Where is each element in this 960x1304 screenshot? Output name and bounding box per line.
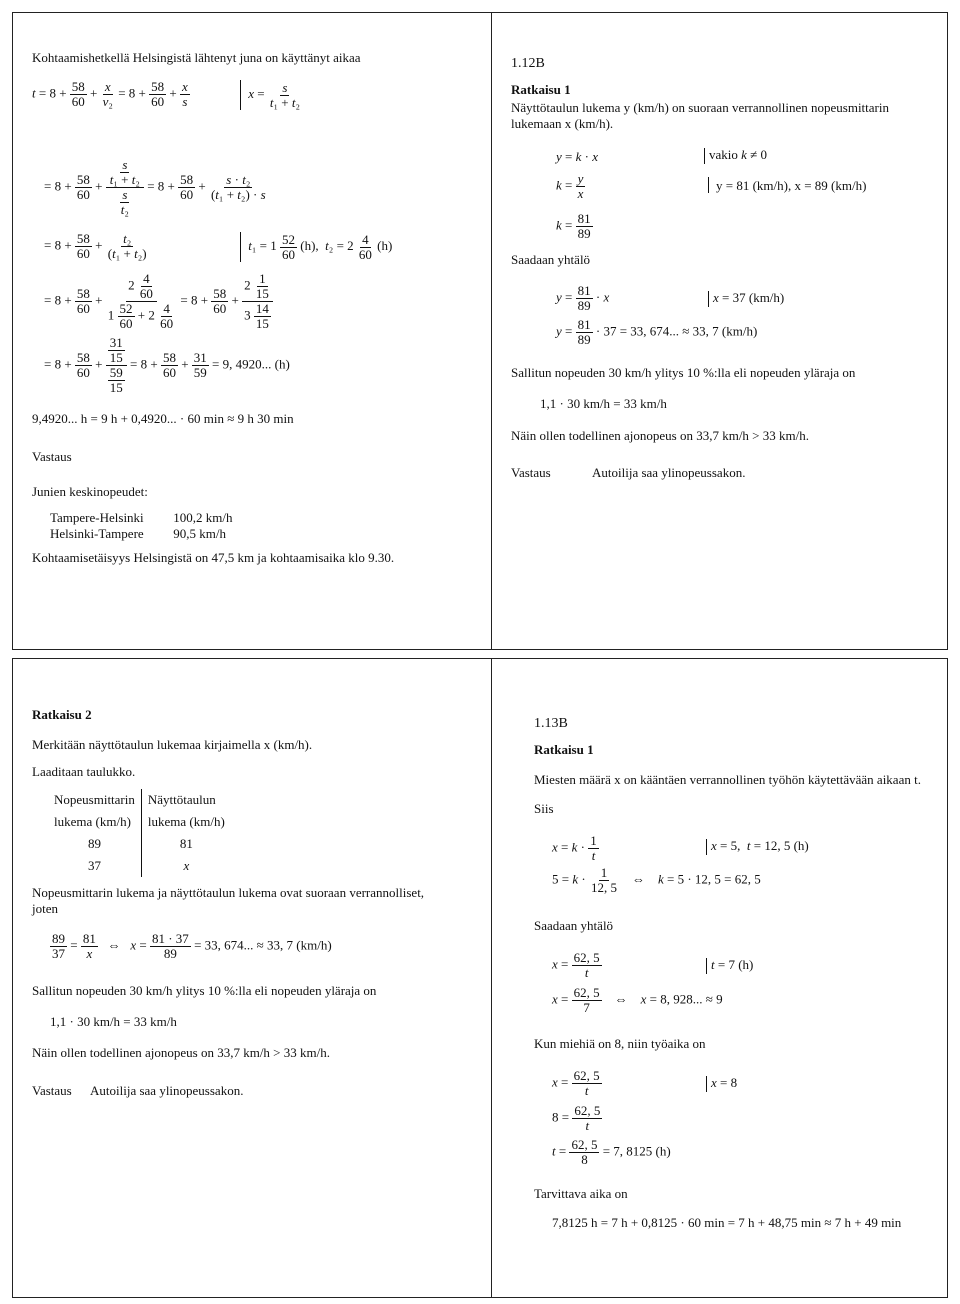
equation-y-side: vakio k ≠ 0 [700, 147, 767, 164]
laaditaan-text: Laaditaan taulukko. [32, 764, 136, 779]
route-speed: 90,5 km/h [173, 526, 226, 541]
equation-x-side: x = $\frac{s}{\text{t₁ + t₂}}$ [236, 80, 302, 110]
junien-text: Junien keskinopeudet: [32, 484, 148, 499]
equation-x-value: x = $\frac{62, 5}{7}$ ⇔ x = 8, 928... ≈ 9 [552, 985, 723, 1015]
result-time: 9,4920... h = 9 h + 0,4920... · 60 min ≈ 9 h 30 min [32, 411, 294, 426]
section-heading: 1.13B [534, 716, 568, 731]
route-row-1 [50, 526, 226, 541]
equation-inverse-side: x = 5, t = 12, 5 (h) [702, 838, 809, 855]
table-header-row [48, 789, 231, 811]
equation-step-c: = 8 + $\frac{58}{60}$ + 2 $\frac{4}{60}$ 1 $\frac{52}{60}$ + 2 $\frac{4}{60}$ = 8 + $\frac{58}{60}$ + 2 $\frac{1}{15}$ 3 $\frac{14}{15}$ [44, 272, 273, 331]
equation-t-value: t = $\frac{62, 5}{8}$ = 7, 8125 (h) [552, 1137, 671, 1167]
speed-table [48, 789, 231, 877]
equation-y-linear-side: x = 37 (km/h) [704, 290, 784, 307]
equation-step-a: = 8 + $\frac{58}{60}$ + $\frac{\frac{s}{\text{t₁ + t₂}}}{\frac{s}{\text{t₂}}}$ = 8 + $\frac{58}{60}$ + $\frac{\text{s · t₂}}{\text{(t₁ + t₂) · s}}$ [44, 157, 266, 217]
ratkaisu-heading: Ratkaisu 1 [534, 742, 594, 757]
vastaus-label: Vastaus [32, 449, 72, 464]
divider-bottom [491, 658, 492, 1298]
answer-text: Autoilija saa ylinopeussakon. [592, 465, 746, 480]
equation-step-d: = 8 + $\frac{58}{60}$ + $\frac{\frac{31}{15}}{\frac{59}{15}}$ = 8 + $\frac{58}{60}$ + $\frac{31}{59}$ = 9, 4920... (h) [44, 335, 290, 395]
answer-text: Autoilija saa ylinopeussakon. [90, 1083, 244, 1098]
equation-step-b-side: t₁ = 1 $\frac{52}{60}$ (h), t₂ = 2 $\frac{4}{60}$ (h) [236, 232, 392, 262]
section-heading: 1.12B [511, 56, 545, 71]
route-speed: 100,2 km/h [173, 510, 233, 525]
equation-y-result: y = $\frac{81}{89}$ · 37 = 33, 674... ≈ 33, 7 (km/h) [556, 317, 758, 347]
sallitun-text: Sallitun nopeuden 30 km/h ylitys 10 %:lla eli nopeuden yläraja on [32, 983, 377, 998]
ratkaisu-heading: Ratkaisu 1 [511, 82, 571, 97]
sallitun-text: Sallitun nopeuden 30 km/h ylitys 10 %:lla eli nopeuden yläraja on [511, 365, 856, 380]
nain-text: Näin ollen todellinen ajonopeus on 33,7 km/h > 33 km/h. [32, 1045, 330, 1060]
saadaan-text: Saadaan yhtälö [534, 918, 614, 933]
proportion-text-1: Nopeusmittarin lukema ja näyttötaulun lukema ovat suoraan verrannolliset, [32, 885, 425, 900]
table-header-row [48, 811, 231, 833]
proportion-text-2: joten [32, 901, 58, 916]
description-line-1: Näyttötaulun lukema y (km/h) on suoraan verrannollinen nopeusmittarin [511, 100, 889, 115]
merkitaan-text: Merkitään näyttötaulun lukemaa kirjaimella x (km/h). [32, 737, 313, 752]
siis-text: Siis [534, 801, 554, 816]
table-header-cell: lukema (km/h) [147, 814, 225, 829]
saadaan-text: Saadaan yhtälö [511, 252, 591, 267]
kun-text: Kun miehiä on 8, niin työaika on [534, 1036, 706, 1051]
limit-calc: 1,1 · 30 km/h = 33 km/h [540, 396, 667, 411]
equation-x-of-t: x = $\frac{62, 5}{t}$ [552, 950, 600, 980]
intro-text: Miesten määrä x on kääntäen verrannollinen työhön käytettävään aikaan t. [534, 772, 921, 787]
equation-k-side: y = 81 (km/h), x = 89 (km/h) [716, 178, 867, 193]
conclusion-text: Kohtaamisetäisyys Helsingistä on 47,5 km ja kohtaamisaika klo 9.30. [32, 550, 395, 565]
table-header-cell: Näyttötaulun [147, 792, 216, 807]
equation-time: t = 8 + $\frac{58}{60}$ + $\frac{x}{\text{v₂}}$ = 8 + $\frac{58}{60}$ + $\frac{x}{s}$ [32, 79, 188, 109]
ratkaisu-heading: Ratkaisu 2 [32, 707, 92, 722]
route-name: Tampere-Helsinki [50, 510, 144, 525]
nain-text: Näin ollen todellinen ajonopeus on 33,7 km/h > 33 km/h. [511, 428, 809, 443]
table-header-cell: Nopeusmittarin [48, 789, 141, 811]
table-cell: 81 [179, 836, 193, 851]
page-frame-bottom [12, 658, 948, 1298]
proportion-equation: $\frac{89}{37}$ = $\frac{81}{x}$ ⇔ x = $\frac{81 \cdot 37}{89}$ = 33, 674... ≈ 33, 7 (km/h) [52, 931, 332, 961]
equation-inverse: x = k · $\frac{1}{t}$ [552, 833, 597, 863]
table-row [48, 833, 231, 855]
equation-8: 8 = $\frac{62, 5}{t}$ [552, 1103, 601, 1133]
table-cell: x [183, 858, 190, 873]
limit-calc: 1,1 · 30 km/h = 33 km/h [50, 1014, 177, 1029]
table-header-cell: lukema (km/h) [48, 811, 141, 833]
intro-text: Kohtaamishetkellä Helsingistä lähtenyt juna on käyttänyt aikaa [32, 50, 361, 65]
equation-x-of-t-2: x = $\frac{62, 5}{t}$ [552, 1068, 600, 1098]
description-line-2: lukemaan x (km/h). [511, 116, 614, 131]
table-cell: 37 [48, 855, 141, 877]
equation-step-b: = 8 + $\frac{58}{60}$ + $\frac{\text{t₂}}{\text{(t₁ + t₂)}}$ [44, 231, 147, 261]
equation-k-ratio: k = $\frac{y}{x}$ [556, 171, 584, 201]
vastaus-label: Vastaus [32, 1083, 72, 1098]
equation-x-of-t-2-side: x = 8 [702, 1075, 737, 1092]
table-cell: 89 [48, 833, 141, 855]
equation-y-kx: y = k · x [556, 149, 599, 164]
vastaus-label: Vastaus [511, 465, 551, 480]
equation-k-solve: 5 = k · $\frac{1}{12, 5}$ ⇔ k = 5 · 12, 5 = 62, 5 [552, 865, 761, 895]
final-calc: 7,8125 h = 7 h + 0,8125 · 60 min = 7 h + 48,75 min ≈ 7 h + 49 min [552, 1215, 902, 1230]
route-name: Helsinki-Tampere [50, 526, 144, 541]
equation-y-linear: y = $\frac{81}{89}$ · x [556, 283, 610, 313]
route-row-0 [50, 510, 232, 525]
equation-x-of-t-side: t = 7 (h) [702, 957, 753, 974]
table-row [48, 855, 231, 877]
equation-k-value: k = $\frac{81}{89}$ [556, 211, 591, 241]
divider-top [491, 12, 492, 650]
tarvittava-text: Tarvittava aika on [534, 1186, 628, 1201]
side-bar [704, 176, 713, 193]
